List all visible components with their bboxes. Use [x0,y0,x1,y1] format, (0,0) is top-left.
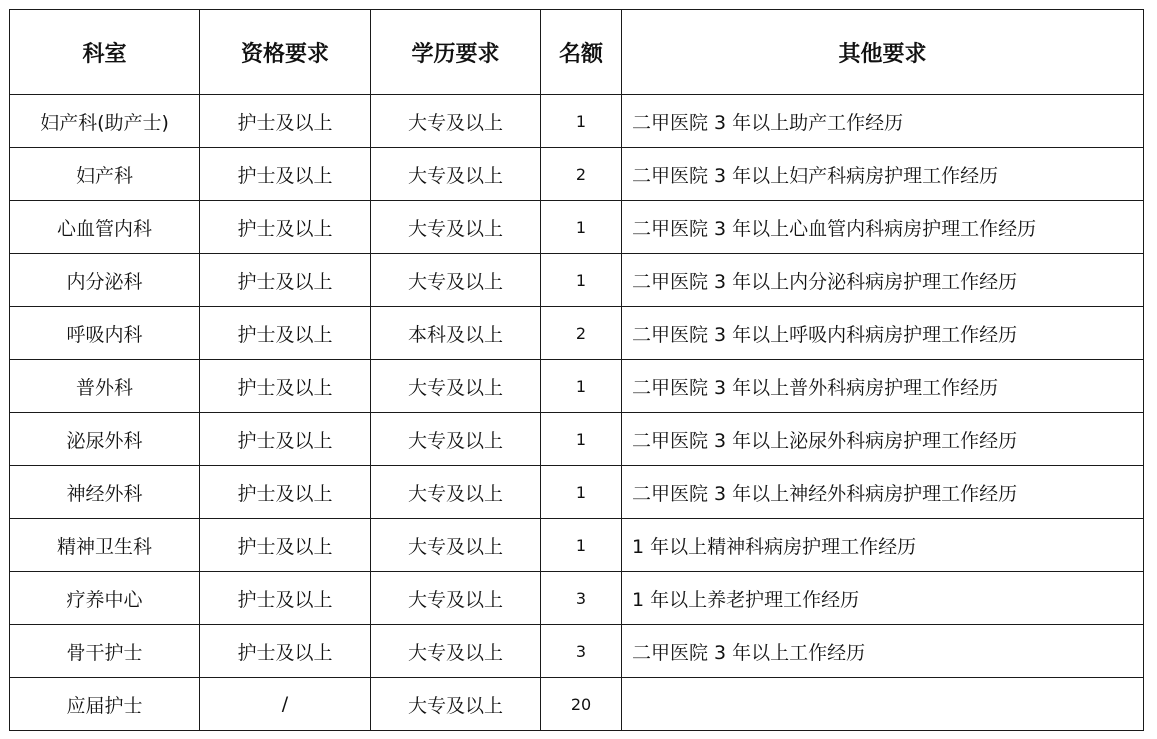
cell-quota: 1 [541,201,622,254]
cell-department: 神经外科 [10,466,200,519]
table-row [10,95,1144,148]
table-row [10,678,1144,731]
header-education: 学历要求 [371,10,541,95]
cell-other-requirements: 二甲医院 3 年以上内分泌科病房护理工作经历 [622,254,1144,307]
cell-other-requirements [622,678,1144,731]
cell-qualification: / [200,678,371,731]
cell-department: 泌尿外科 [10,413,200,466]
cell-department: 疗养中心 [10,572,200,625]
cell-other-requirements: 二甲医院 3 年以上呼吸内科病房护理工作经历 [622,307,1144,360]
cell-qualification: 护士及以上 [200,466,371,519]
cell-education: 大专及以上 [371,625,541,678]
table-row [10,413,1144,466]
cell-other-requirements: 二甲医院 3 年以上神经外科病房护理工作经历 [622,466,1144,519]
cell-qualification: 护士及以上 [200,254,371,307]
cell-education: 大专及以上 [371,254,541,307]
cell-other-requirements: 二甲医院 3 年以上工作经历 [622,625,1144,678]
cell-qualification: 护士及以上 [200,307,371,360]
cell-education: 大专及以上 [371,466,541,519]
cell-other-requirements: 二甲医院 3 年以上妇产科病房护理工作经历 [622,148,1144,201]
table-row [10,307,1144,360]
cell-department: 骨干护士 [10,625,200,678]
table-row [10,625,1144,678]
cell-qualification: 护士及以上 [200,201,371,254]
cell-qualification: 护士及以上 [200,360,371,413]
cell-qualification: 护士及以上 [200,625,371,678]
cell-other-requirements: 1 年以上精神科病房护理工作经历 [622,519,1144,572]
cell-education: 大专及以上 [371,95,541,148]
cell-department: 内分泌科 [10,254,200,307]
cell-department: 心血管内科 [10,201,200,254]
cell-quota: 2 [541,307,622,360]
table-row [10,572,1144,625]
cell-other-requirements: 1 年以上养老护理工作经历 [622,572,1144,625]
table-row [10,201,1144,254]
cell-education: 本科及以上 [371,307,541,360]
table-header-row [10,10,1144,95]
cell-other-requirements: 二甲医院 3 年以上心血管内科病房护理工作经历 [622,201,1144,254]
cell-education: 大专及以上 [371,201,541,254]
cell-quota: 1 [541,413,622,466]
cell-department: 呼吸内科 [10,307,200,360]
cell-department: 妇产科 [10,148,200,201]
cell-quota: 3 [541,572,622,625]
table-row [10,519,1144,572]
table-row [10,466,1144,519]
cell-qualification: 护士及以上 [200,519,371,572]
cell-quota: 3 [541,625,622,678]
cell-qualification: 护士及以上 [200,148,371,201]
header-department: 科室 [10,10,200,95]
header-qualification: 资格要求 [200,10,371,95]
cell-quota: 2 [541,148,622,201]
cell-other-requirements: 二甲医院 3 年以上泌尿外科病房护理工作经历 [622,413,1144,466]
cell-department: 应届护士 [10,678,200,731]
table-row [10,148,1144,201]
header-other-requirements: 其他要求 [622,10,1144,95]
cell-other-requirements: 二甲医院 3 年以上普外科病房护理工作经历 [622,360,1144,413]
cell-department: 普外科 [10,360,200,413]
cell-education: 大专及以上 [371,572,541,625]
cell-education: 大专及以上 [371,678,541,731]
cell-qualification: 护士及以上 [200,572,371,625]
cell-quota: 1 [541,254,622,307]
table-row [10,254,1144,307]
cell-quota: 1 [541,466,622,519]
cell-quota: 1 [541,95,622,148]
cell-quota: 1 [541,519,622,572]
cell-department: 精神卫生科 [10,519,200,572]
cell-education: 大专及以上 [371,519,541,572]
header-quota: 名额 [541,10,622,95]
table-row [10,360,1144,413]
cell-qualification: 护士及以上 [200,413,371,466]
cell-education: 大专及以上 [371,413,541,466]
recruitment-table [9,9,1144,731]
cell-education: 大专及以上 [371,148,541,201]
cell-quota: 1 [541,360,622,413]
cell-department: 妇产科(助产士) [10,95,200,148]
cell-education: 大专及以上 [371,360,541,413]
cell-qualification: 护士及以上 [200,95,371,148]
cell-quota: 20 [541,678,622,731]
cell-other-requirements: 二甲医院 3 年以上助产工作经历 [622,95,1144,148]
